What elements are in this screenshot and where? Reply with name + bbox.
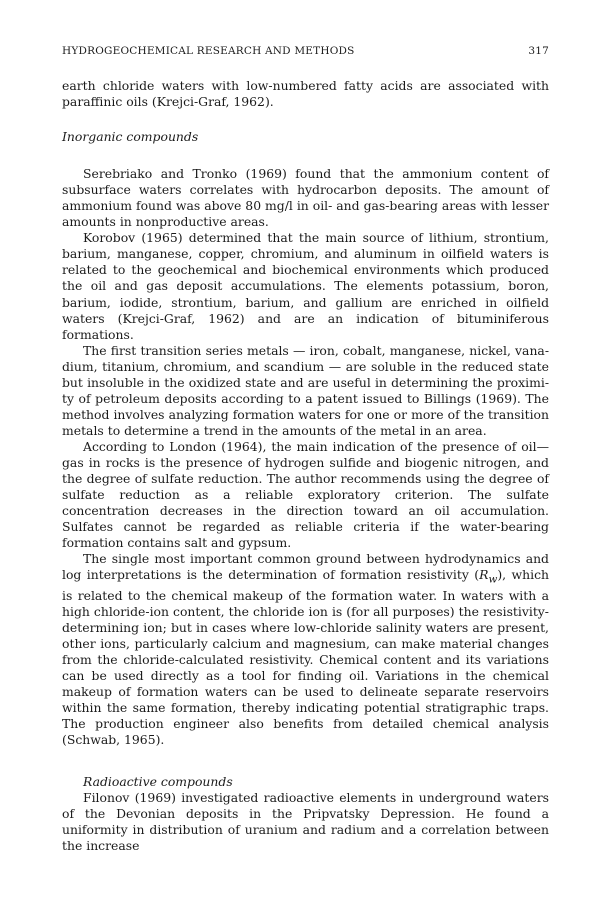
paragraph-korobov: Korobov (1965) determined that the main source of lithium, strontium, barium, manganese, copper, chromium, and aluminum in oilfield waters is related to the geochemical and biochemical environments which produced the oil and gas deposit accumulations. The elements potassium, boron, barium, iodide, strontium, barium, and gallium are enriched in oilfield waters (Krejci-Graf, 1962) and are an indication of bituminiferous formations. [62, 230, 549, 342]
running-header [62, 45, 549, 57]
resistivity-text-end: ), which is related to the chemical makeup of the formation water. In waters with a high chloride-ion content, the chloride ion is (for all purposes) the resistivity-determining ion; but in cases where low-chloride salinity waters are present, other ions, particularly calcium and magnesium, can make material changes from the chloride-calculated resistivity. Chemical content and its variations can be used directly as a tool for finding oil. Variations in the chemical makeup of formation waters can be used to delineate separate reservoirs within the same formation, thereby indicating potential stratigraphic traps. The production engineer also benefits from detailed chemical analysis (Schwab, 1965). [62, 567, 549, 748]
paragraph-continuation: earth chloride waters with low-numbered fatty acids are associated with paraffinic oils (Krejci-Graf, 1962). [62, 78, 549, 110]
resistivity-symbol: $R_w$ [479, 567, 498, 586]
body-text [62, 78, 549, 855]
section-heading-radioactive: Radioactive compounds [83, 774, 233, 790]
paragraph-london: According to London (1964), the main indication of the presence of oil—gas in rocks is the presence of hydrogen sulfide and biogenic nitrogen, and the degree of sulfate reduction. The author recommends using the degree of sulfate reduction as a reliable exploratory criterion. The sulfate concentration decreases in the direction toward an oil accumulation. Sulfates cannot be regarded as reliable criteria if the water-bearing formation contains salt and gypsum. [62, 438, 549, 551]
section-heading-inorganic: Inorganic compounds [62, 129, 199, 145]
running-title: HYDROGEOCHEMICAL RESEARCH AND METHODS [62, 45, 355, 57]
paragraph-serebriako: Serebriako and Tronko (1969) found that the ammonium content of subsurface waters correlates with hydrocarbon deposits. The amount of ammonium found was above 80 mg/l in oil- and gas-bearing areas with lesser amounts in nonproductive areas. [62, 166, 549, 230]
paragraph-transition-metals: The first transition series metals — iron, cobalt, manganese, nickel, vanadium, titanium, chromium, and scandium — are soluble in the reduced state but insoluble in the oxidized state and are useful in determining the proximity of petroleum deposits according to a patent issued to Billings (1969). The method involves analyzing formation waters for one or more of the transition metals to determine a trend in the amounts of the metal in an area. [62, 342, 549, 438]
resistivity-text-start: The single most important common ground between hydrodynamics and log interpretations is the determination of formation resistivity ( [62, 551, 549, 583]
paragraph-resistivity [62, 551, 549, 748]
page-number: 317 [528, 45, 549, 57]
paragraph-filonov: Filonov (1969) investigated radioactive elements in underground waters of the Devonian deposits in the Pripvatsky Depression. He found a uniformity in distribution of uranium and radium and a correlation between the increase [62, 790, 549, 854]
